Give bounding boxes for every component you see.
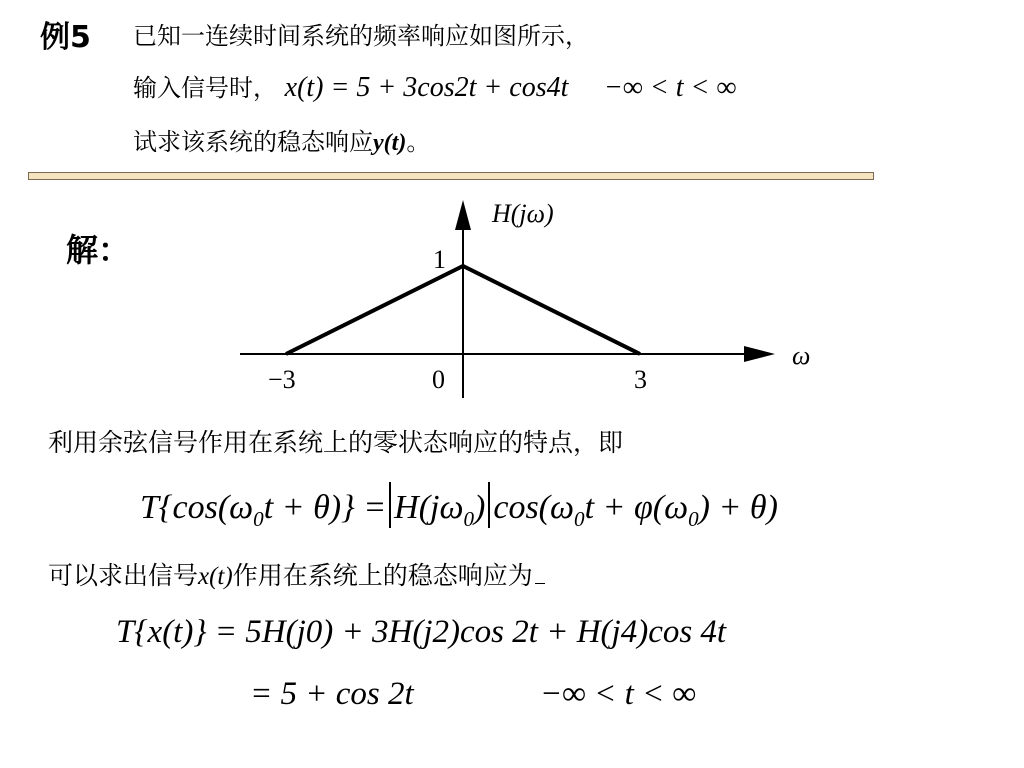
problem-line-2-prefix: 输入信号时， (133, 74, 277, 102)
formula1-rhs-sub: 0 (574, 506, 585, 531)
output-variable: y(t) (373, 130, 407, 156)
derive-var: x(t) (198, 563, 233, 590)
input-signal-formula: x(t) = 5 + 3cos2t + cos4t (284, 72, 569, 103)
graph-labels (268, 199, 810, 394)
abs-bar-left (389, 482, 391, 528)
cosine-response-formula (140, 482, 778, 532)
y-tick-label-1: 1 (433, 245, 446, 274)
formula1-lhs-sub: 0 (253, 506, 264, 531)
x-axis-label: ω (792, 341, 811, 370)
derive-text (48, 556, 545, 592)
problem-line-1: 已知一连续时间系统的频率响应如图所示， (133, 22, 589, 50)
formula1-abs-sub: 0 (463, 506, 475, 531)
formula1-rhs-sub2: 0 (688, 506, 699, 531)
steady-state-range: −∞ < t < ∞ (540, 676, 697, 712)
text-cursor-mark (535, 583, 545, 584)
explanation-text: 利用余弦信号作用在系统上的零状态响应的特点，即 (48, 428, 624, 457)
abs-bar-right (488, 482, 490, 528)
formula1-rhs-mid: t + φ(ω (584, 489, 689, 526)
x-tick-label: 3 (634, 365, 647, 394)
input-signal-range: −∞ < t < ∞ (604, 72, 737, 103)
problem-line-3-prefix: 试求该系统的稳态响应 (133, 128, 373, 156)
graph-axes (240, 200, 775, 398)
steady-state-formula: T{x(t)} = 5H(j0) + 3H(j2)cos 2t + H(j4)cos 4t (116, 614, 727, 650)
x-tick-label: 0 (432, 365, 445, 394)
x-tick-label: −3 (268, 365, 296, 394)
derive-suffix: 作用在系统上的稳态响应为 (232, 561, 533, 590)
formula1-rhs-tail: ) + θ) (698, 489, 778, 526)
formula1-abs-h: H(jω (394, 489, 464, 526)
formula1-lhs-tail: t + θ)} = (263, 489, 387, 526)
example-label: 例5 (40, 20, 91, 55)
y-axis-label: H(jω) (492, 199, 554, 228)
solution-label: 解： (66, 231, 131, 269)
y-axis-arrow-icon (455, 200, 471, 230)
formula1-abs-tail: ) (474, 489, 486, 526)
problem-line-3-suffix: 。 (406, 128, 431, 156)
x-axis-arrow-icon (744, 346, 775, 362)
steady-state-result: = 5 + cos 2t (250, 676, 414, 712)
formula1-rhs: cos(ω (493, 489, 575, 526)
derive-prefix: 可以求出信号 (48, 561, 199, 590)
formula1-lhs: T{cos(ω (140, 489, 254, 526)
